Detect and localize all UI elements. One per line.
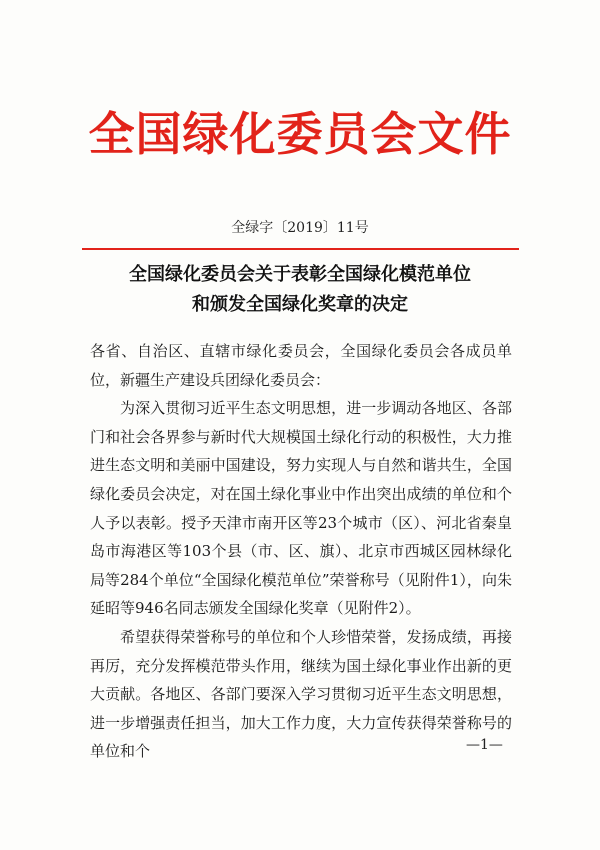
document-body: [90, 337, 512, 766]
document-number: 全绿字〔2019〕11号: [231, 220, 369, 236]
title-line-1: 全国绿化委员会关于表彰全国绿化模范单位: [129, 264, 471, 285]
paragraph-1: 为深入贯彻习近平生态文明思想，进一步调动各地区、各部门和社会各界参与新时代大规模国土绿化行动的积极性，大力推进生态文明和美丽中国建设，努力实现人与自然和谐共生，全国绿化委员会决定，对在国土绿化事业中作出突出成绩的单位和个人予以表彰。授予天津市南开区等23个城市（区）、河北省秦皇岛市海港区等103个县（市、区、旗）、北京市西城区园林绿化局等284个单位“全国绿化模范单位”荣誉称号（见附件1），向朱延昭等946名同志颁发全国绿化奖章（见附件2）。: [90, 399, 512, 618]
salutation: 各省、自治区、直辖市绿化委员会，全国绿化委员会各成员单位，新疆生产建设兵团绿化委员会：: [90, 342, 512, 389]
red-divider-line: [82, 248, 519, 250]
paragraph-2: 希望获得荣誉称号的单位和个人珍惜荣誉，发扬成绩，再接再厉，充分发挥模范带头作用，继续为国土绿化事业作出新的更大贡献。各地区、各部门要深入学习贯彻习近平生态文明思想，进一步增强责任担当，加大工作力度，大力宣传获得荣誉称号的单位和个: [90, 627, 512, 761]
page-number: —1—: [466, 737, 503, 753]
document-title: [0, 260, 600, 320]
document-masthead: 全国绿化委员会文件: [88, 107, 512, 161]
title-line-2: 和颁发全国绿化奖章的决定: [192, 294, 408, 315]
